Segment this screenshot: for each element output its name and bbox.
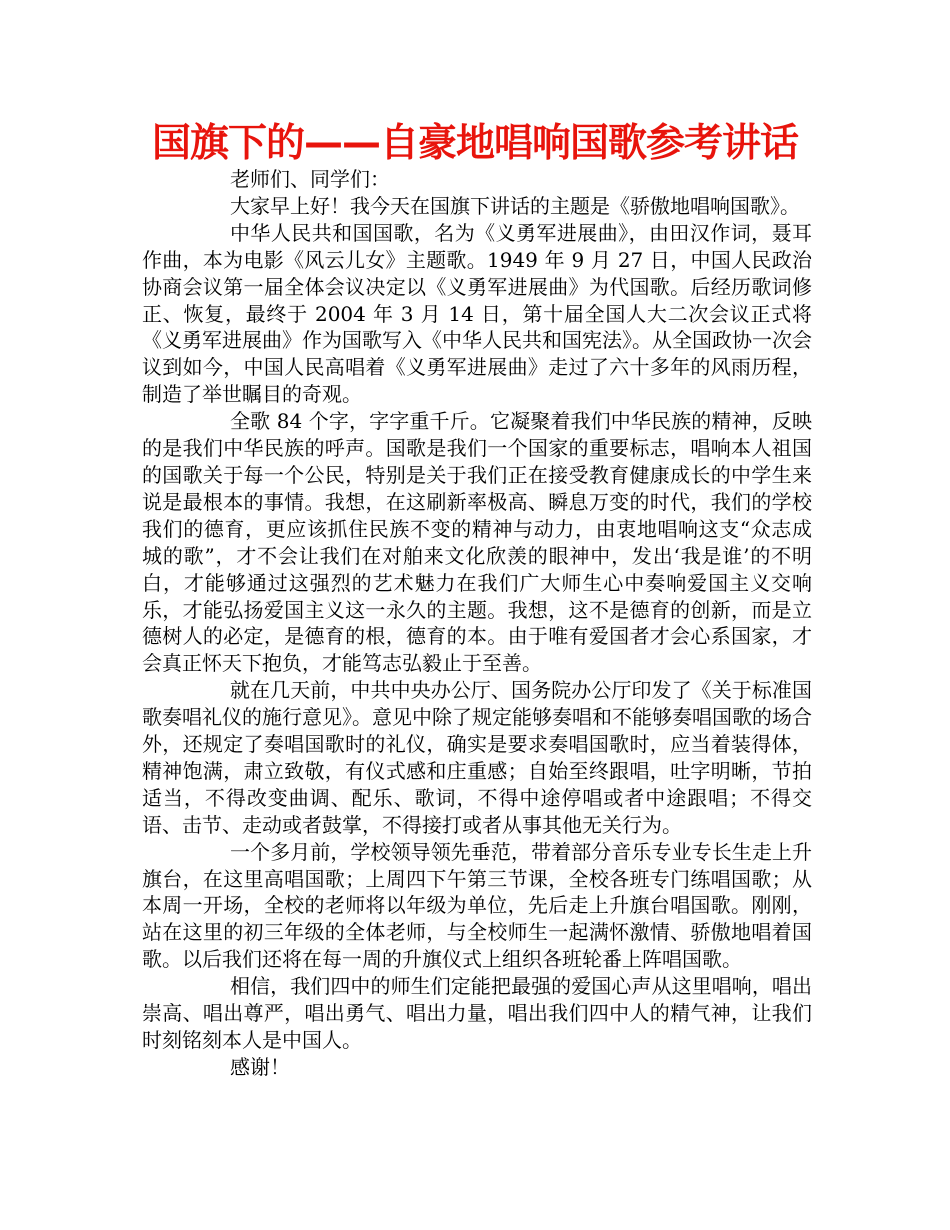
anthem-history-paragraph: 中华人民共和国国歌，名为《义勇军进展曲》，由田汉作词，聂耳作曲，本为电影《风云儿女》主题歌。1949 年 9 月 27 日，中国人民政治协商会议第一届全体会议决定以《义勇军进展曲》为代国歌。后经历歌词修正、恢复，最终于 2004 年 3 月 14 日，第十届全国人大二次会议正式将《义勇军进展曲》作为国歌写入《中华人民共和国宪法》。从全国政协一次会议到如今，中国人民高唱着《义勇军进展曲》走过了六十多年的风雨历程，制造了举世瞩目的奇观。	[142, 220, 812, 407]
anthem-meaning-paragraph: 全歌 84 个字，字字重千斤。它凝聚着我们中华民族的精神，反映的是我们中华民族的呼声。国歌是我们一个国家的重要标志，唱响本人祖国的国歌关于每一个公民，特别是关于我们正在接受教育健康成长的中学生来说是最根本的事情。我想，在这刷新率极高、瞬息万变的时代，我们的学校我们的德育，更应该抓住民族不变的精神与动力，由衷地唱响这支“众志成城的歌”，才不会让我们在对舶来文化欣羡的眼神中，发出‘我是谁’的不明白，才能够通过这强烈的艺术魅力在我们广大师生心中奏响爱国主义交响乐，才能弘扬爱国主义这一永久的主题。我想，这不是德育的创新，而是立德树人的必定，是德育的根，德育的本。由于唯有爱国者才会心系国家，才会真正怀天下抱负，才能笃志弘毅止于至善。	[142, 409, 812, 676]
opening-paragraph: 大家早上好！我今天在国旗下讲话的主题是《骄傲地唱响国歌》。	[230, 193, 800, 218]
thanks-paragraph: 感谢！	[230, 1054, 290, 1079]
school-activity-paragraph: 一个多月前，学校领导领先垂范，带着部分音乐专业专长生走上升旗台，在这里高唱国歌；上周四下午第三节课，全校各班专门练唱国歌；从本周一开场，全校的老师将以年级为单位，先后走上升旗台唱国歌。刚刚，站在这里的初三年级的全体老师，与全校师生一起满怀激情、骄傲地唱着国歌。以后我们还将在每一周的升旗仪式上组织各班轮番上阵唱国歌。	[142, 839, 812, 972]
document-title: 国旗下的——自豪地唱响国歌参考讲话	[151, 121, 798, 166]
greeting-paragraph: 老师们、同学们：	[230, 167, 390, 191]
etiquette-paragraph: 就在几天前，中共中央办公厅、国务院办公厅印发了《关于标准国歌奏唱礼仪的施行意见》。意见中除了规定能够奏唱和不能够奏唱国歌的场合外，还规定了奏唱国歌时的礼仪，确实是要求奏唱国歌时，应当着装得体，精神饱满，肃立致敬，有仪式感和庄重感；自始至终跟唱，吐字明晰，节拍适当，不得改变曲调、配乐、歌词，不得中途停唱或者中途跟唱；不得交语、击节、走动或者鼓掌，不得接打或者从事其他无关行为。	[142, 678, 812, 837]
closing-paragraph: 相信，我们四中的师生们定能把最强的爱国心声从这里唱响，唱出崇高、唱出尊严，唱出勇气、唱出力量，唱出我们四中人的精气神，让我们时刻铭刻本人是中国人。	[142, 974, 812, 1052]
document-body	[142, 166, 812, 1081]
